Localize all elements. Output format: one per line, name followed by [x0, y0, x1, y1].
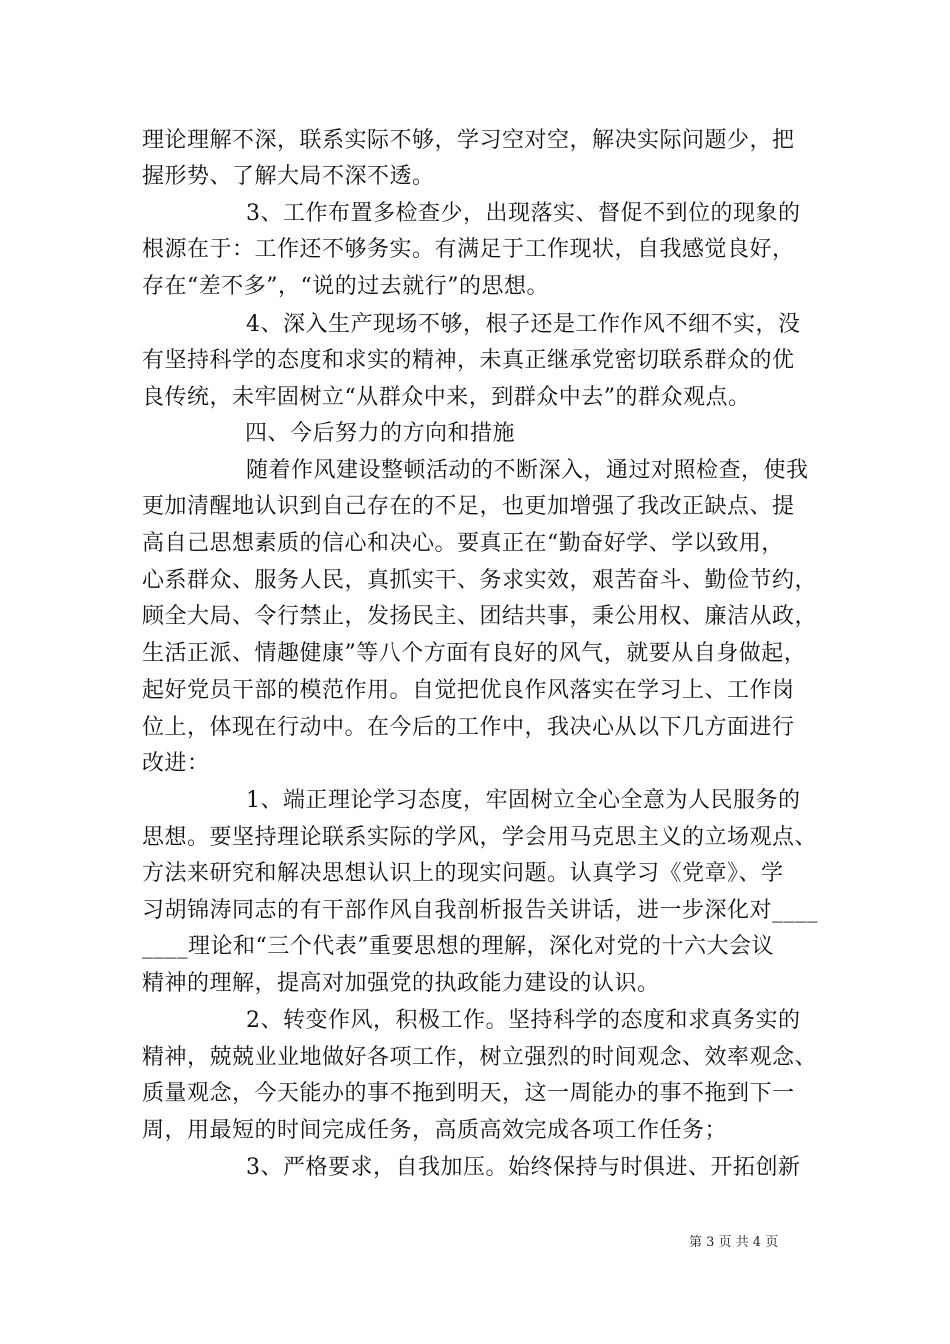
- text-line-16: 起好党员干部的模范作用。自觉把优良作风落实在学习上、工作岗: [142, 678, 795, 703]
- text-line-29: 3、严格要求，自我加压。始终保持与时俱进、开拓创新: [246, 1155, 801, 1180]
- text-line-23: ____理论和“三个代表”重要思想的理解，深化对党的十六大会议: [142, 934, 774, 959]
- text-line-18: 改进：: [142, 751, 210, 776]
- text-line-24: 精神的理解，提高对加强党的执政能力建设的认识。: [142, 971, 660, 996]
- text-line-3: 3、工作布置多检查少，出现落实、督促不到位的现象的: [246, 201, 801, 226]
- page-number-footer: 第 3 页 共 4 页: [689, 1235, 779, 1250]
- text-line-11: 更加清醒地认识到自己存在的不足，也更加增强了我改正缺点、提: [142, 494, 795, 519]
- text-line-7: 有坚持科学的态度和求实的精神，未真正继承党密切联系群众的优: [142, 348, 795, 373]
- text-line-22: 习胡锦涛同志的有干部作风自我剖析报告关讲话，进一步深化对____: [142, 898, 819, 923]
- text-line-1: 理论理解不深，联系实际不够，学习空对空，解决实际问题少，把: [142, 128, 795, 153]
- section-heading: 四、今后努力的方向和措施: [245, 421, 516, 446]
- text-line-10: 随着作风建设整顿活动的不断深入，通过对照检查，使我: [246, 458, 809, 483]
- text-line-27: 质量观念，今天能办的事不拖到明天，这一周能办的事不拖到下一: [142, 1081, 795, 1106]
- text-line-25: 2、转变作风，积极工作。坚持科学的态度和求真务实的: [246, 1008, 801, 1033]
- text-line-19: 1、端正理论学习态度，牢固树立全心全意为人民服务的: [246, 788, 801, 813]
- text-line-15: 生活正派、情趣健康”等八个方面有良好的风气，就要从自身做起，: [142, 641, 807, 666]
- text-line-8: 良传统，未牢固树立“从群众中来，到群众中去”的群众观点。: [142, 385, 751, 410]
- text-line-13: 心系群众、服务人民，真抓实干、务求实效，艰苦奋斗、勤俭节约，: [142, 568, 818, 593]
- text-line-2: 握形势、了解大局不深不透。: [142, 164, 435, 189]
- text-line-4: 根源在于：工作还不够务实。有满足于工作现状，自我感觉良好，: [142, 237, 795, 262]
- text-line-17: 位上，体现在行动中。在今后的工作中，我决心从以下几方面进行: [142, 715, 795, 740]
- text-line-6: 4、深入生产现场不够，根子还是工作作风不细不实，没: [246, 312, 801, 337]
- text-line-21: 方法来研究和解决思想认识上的现实问题。认真学习《党章》、学: [142, 861, 784, 886]
- text-line-5: 存在“差不多”，“说的过去就行”的思想。: [142, 274, 549, 299]
- text-line-26: 精神，兢兢业业地做好各项工作，树立强烈的时间观念、效率观念、: [142, 1045, 818, 1070]
- text-line-14: 顾全大局、令行禁止，发扬民主、团结共事，秉公用权、廉洁从政，: [142, 604, 818, 629]
- text-line-28: 周，用最短的时间完成任务，高质高效完成各项工作任务；: [142, 1118, 728, 1143]
- text-line-20: 思想。要坚持理论联系实际的学风，学会用马克思主义的立场观点、: [142, 825, 818, 850]
- text-line-12: 高自己思想素质的信心和决心。要真正在“勤奋好学、学以致用，: [142, 531, 784, 556]
